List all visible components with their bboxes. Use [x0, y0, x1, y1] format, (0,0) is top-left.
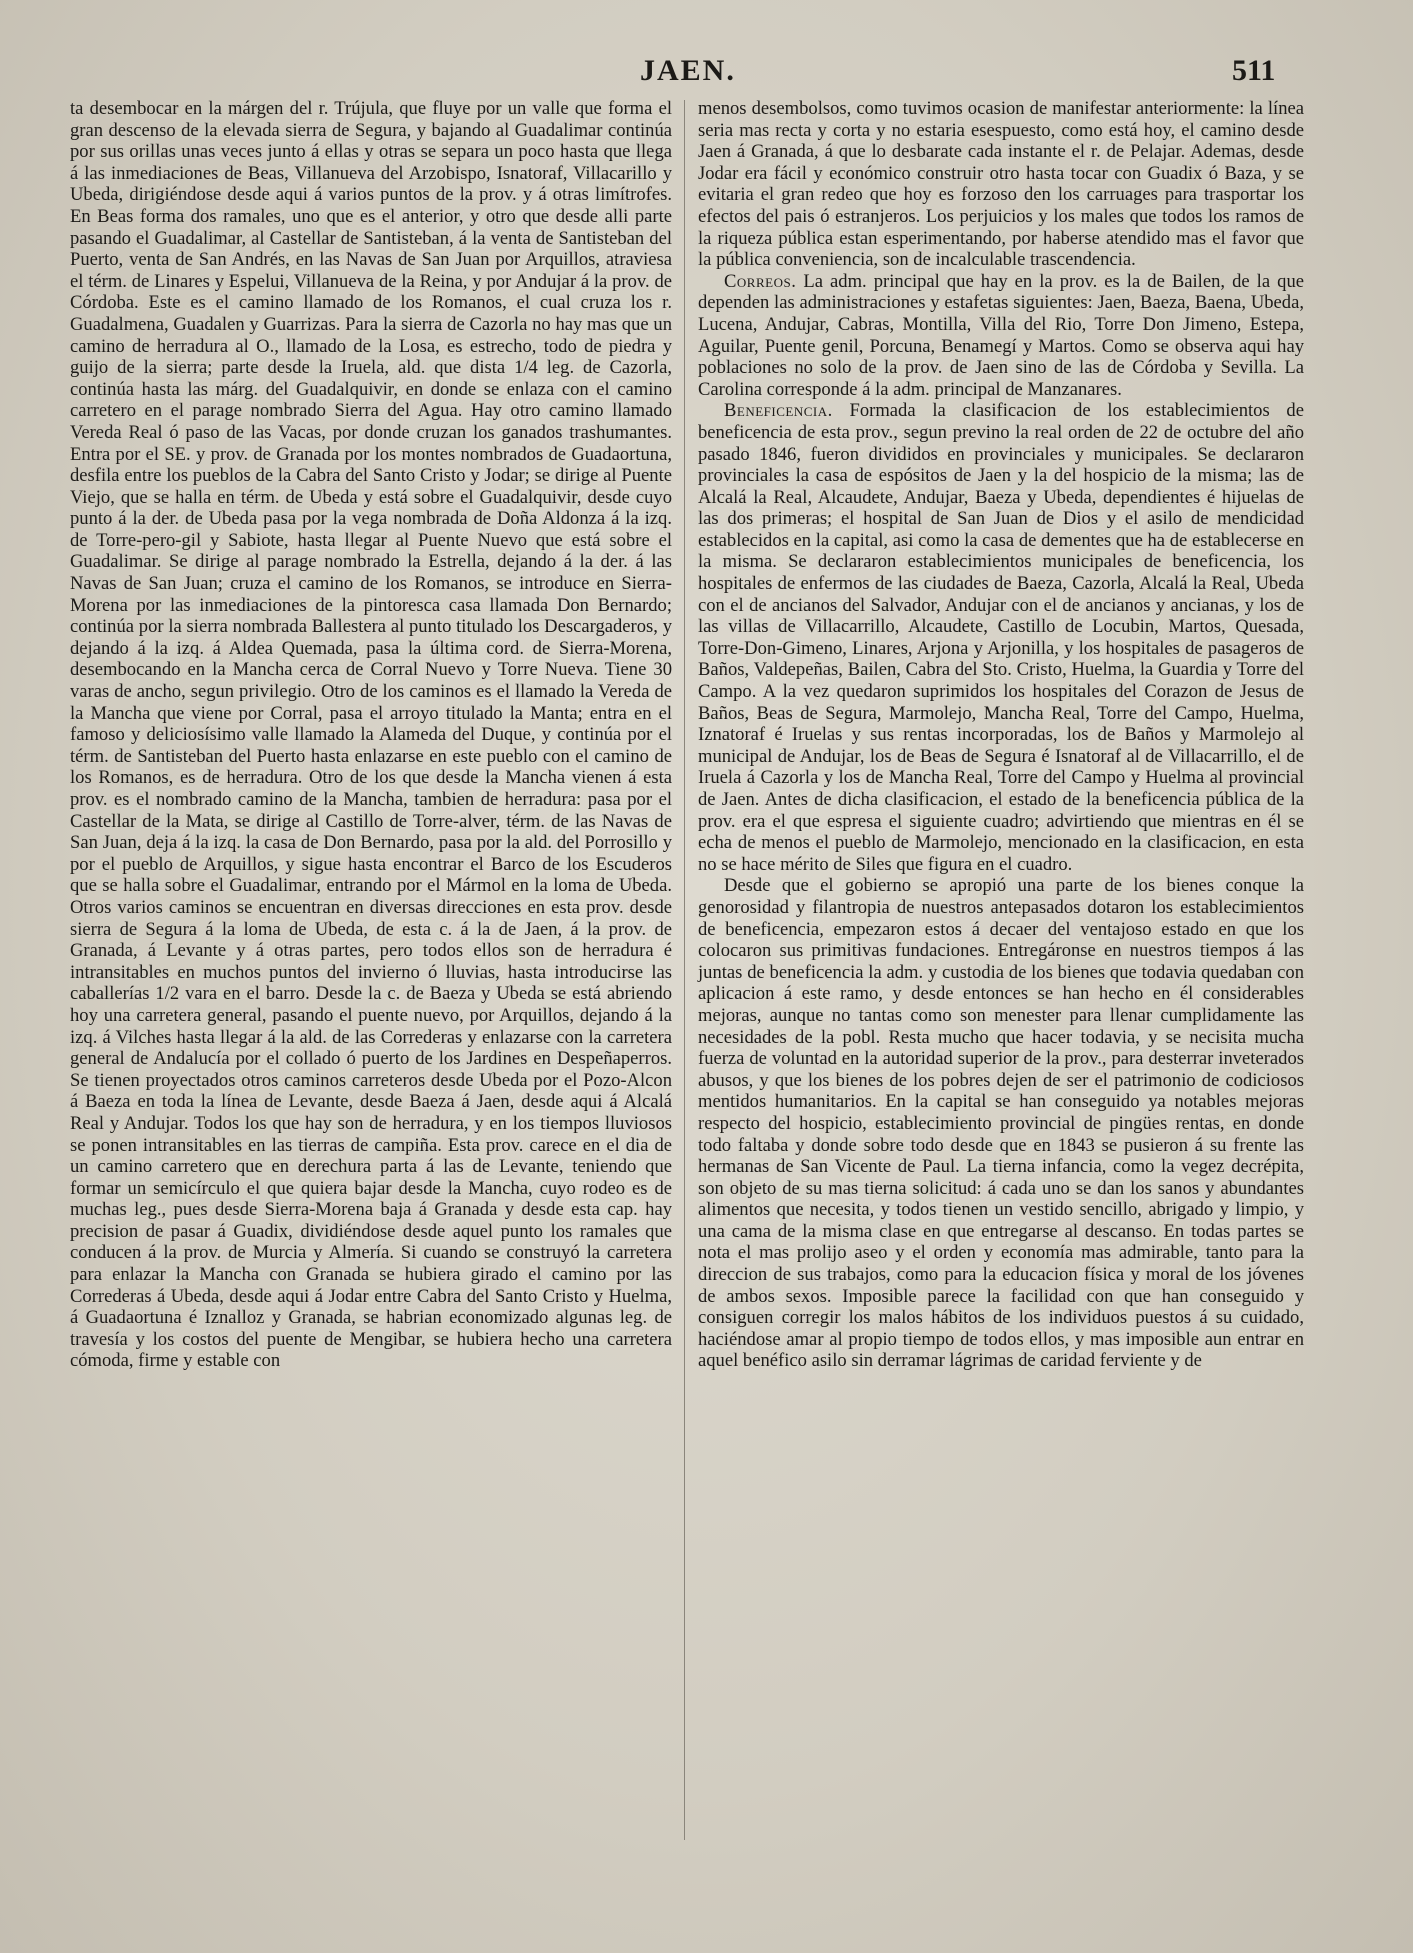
- page-title: JAEN.: [640, 54, 736, 87]
- page-number: 511: [1232, 54, 1276, 87]
- beneficencia-paragraph: [698, 400, 1304, 875]
- right-paragraph-continuation: menos desembolsos, como tuvimos ocasion de manifestar anteriormente: la línea seria mas recta y corta y no estaria esespuesto, como está hoy, el camino desde Jaen á Granada, á que lo desbarate cada instante el r. de Pelajar. Ademas, desde Jodar era fácil y económico construir otro hasta tocar con Guadix ó Baza, y se evitaria el gran redeo que hoy es forzoso den los carruages para trasportar los efectos del pais ó estranjeros. Los perjuicios y los males que todos los ramos de la riqueza pública estan esperimentando, por haberse atendido mas el favor que la pública conveniencia, son de incalculable trascendencia.: [698, 98, 1304, 271]
- right-column: [698, 98, 1304, 1372]
- beneficencia-text: Formada la clasificacion de los establecimientos de beneficencia de esta prov., segun previno la real orden de 22 de octubre del año pasado 1846, fueron divididos en provinciales y municipales. Se declararon provinciales la casa de espósitos de Jaen y la del hospicio de la misma; las de Alcalá la Real, Alcaudete, Andujar, Baeza y Ubeda, dependientes é hijuelas de las dos primeras; el hospital de San Juan de Dios y el asilo de mendicidad establecidos en la capital, asi como la casa de dementes que ha de establecerse en la misma. Se declararon establecimientos municipales de beneficencia, los hospitales de enfermos de las ciudades de Baeza, Cazorla, Alcalá la Real, Ubeda con el de ancianos del Salvador, Andujar con el de ancianos y ancianas, y los de las villas de Villacarrillo, Alcaudete, Castillo de Locubin, Martos, Quesada, Torre-Don-Gimeno, Linares, Arjona y Arjonilla, y los hospitales de pasageros de Baños, Valdepeñas, Bailen, Cabra del Sto. Cristo, Huelma, la Guardia y Torre del Campo. A la vez quedaron suprimidos los hospitales del Corazon de Jesus de Baños, Beas de Segura, Marmolejo, Mancha Real, Torre del Campo, Huelma, Iznatoraf é Iruelas y sus rentas incorporadas, los de Baños y Marmolejo al municipal de Andujar, los de Beas de Segura é Isnatoraf al de Villacarrillo, el de Iruela á Cazorla y los de Mancha Real, Torre del Campo y Huelma al provincial de Jaen. Antes de dicha clasificacion, el estado de la beneficencia pública de la prov. era el que espresa el siguiente cuadro; advirtiendo que mientras en él se echa de menos el pueblo de Marmolejo, mencionado en la clasificacion, en esta no se hace mérito de Siles que figura en el cuadro.: [698, 400, 1304, 875]
- left-column: [70, 98, 672, 1372]
- correos-paragraph: [698, 271, 1304, 401]
- column-divider: [684, 100, 685, 1840]
- right-paragraph-4: Desde que el gobierno se apropió una parte de los bienes conque la genorosidad y filantropia de nuestros antepasados dotaron los establecimientos de beneficencia, empezaron estos á decaer del ventajoso estado en que los colocaron sus primitivas fundaciones. Entregáronse en nuestros tiempos á las juntas de beneficencia la adm. y custodia de los bienes que todavia quedaban con aplicacion á este ramo, y desde entonces se han hecho en él considerables mejoras, aunque no tantas como son menester para llenar cumplidamente las necesidades de la pobl. Resta mucho que hacer todavia, y se necisita mucha fuerza de voluntad en la autoridad superior de la prov., para desterrar inveterados abusos, y que los bienes de los pobres dejen de ser el patrimonio de codiciosos mentidos humanitarios. En la capital se han conseguido ya notables mejoras respecto del hospicio, establecimiento provincial de pingües rentas, en donde todo faltaba y donde sobre todo desde que en 1843 se pusieron á su frente las hermanas de San Vicente de Paul. La tierna infancia, como la vegez decrépita, son objeto de su mas tierna solicitud: á cada uno se dan los sanos y abundantes alimentos que necesita, y todos tienen un vestido sencillo, abrigado y limpio, y una cama de la misma clase en que entregarse al descanso. En todas partes se nota el mas prolijo aseo y el orden y economía mas admirable, tanto para la direccion de sus trabajos, como para la educacion física y moral de los jóvenes de ambos sexos. Imposible parece la facilidad con que han conseguido y consiguen corregir los malos hábitos de los individuos puestos á su cuidado, haciéndose amar al propio tiempo de todos ellos, y mas imposible aun entrar en aquel benéfico asilo sin derramar lágrimas de caridad ferviente y de: [698, 875, 1304, 1372]
- beneficencia-heading: Beneficencia.: [724, 400, 833, 422]
- correos-text: La adm. principal que hay en la prov. es la de Bailen, de la que dependen las administraciones y estafetas siguientes: Jaen, Baeza, Baena, Ubeda, Lucena, Andujar, Cabras, Montilla, Villa del Rio, Torre Don Jimeno, Estepa, Aguilar, Puente genil, Porcuna, Benamegí y Martos. Como se observa aqui hay poblaciones no solo de la prov. de Jaen sino de las de Córdoba y Sevilla. La Carolina corresponde á la adm. principal de Manzanares.: [698, 270, 1304, 400]
- left-paragraph-1: ta desembocar en la márgen del r. Trújula, que fluye por un valle que forma el gran descenso de la elevada sierra de Segura, y bajando al Guadalimar continúa por sus orillas unas veces junto á ellas y otras se separa un poco hasta que llega á las inmediaciones de Beas, Villanueva del Arzobispo, Isnatoraf, Villacarillo y Ubeda, dirigiéndose desde aqui á varios puntos de la prov. y á otras limítrofes. En Beas forma dos ramales, uno que es el anterior, y otro que desde alli parte pasando el Guadalimar, al Castellar de Santisteban, á la venta de Santisteban del Puerto, venta de San Andrés, en las Navas de San Juan por Arquillos, atraviesa el térm. de Linares y Espelui, Villanueva de la Reina, y por Andujar á la prov. de Córdoba. Este es el camino llamado de los Romanos, el cual cruza los r. Guadalmena, Guadalen y Guarrizas. Para la sierra de Cazorla no hay mas que un camino de herradura al O., llamado de la Losa, es estrecho, todo de piedra y guijo de la sierra; parte desde la Iruela, ald. que dista 1/4 leg. de Cazorla, continúa hasta las márg. del Guadalquivir, en donde se enlaza con el camino carretero en el parage nombrado Sierra del Agua. Hay otro camino llamado Vereda Real ó paso de las Vacas, por donde cruzan los ganados trashumantes. Entra por el SE. y prov. de Granada por los montes nombrados de Guadaortuna, desfila entre los pueblos de la Cabra del Santo Cristo y Jodar; se dirige al Puente Viejo, que se halla en térm. de Ubeda y está sobre el Guadalquivir, desde cuyo punto á la der. de Ubeda pasa por la vega nombrada de Doña Aldonza á la izq. de Torre-pero-gil y Sabiote, hasta llegar al Puente Nuevo que está sobre el Guadalimar. Se dirige al parage nombrado la Estrella, dejando á la der. á las Navas de San Juan; cruza el camino de los Romanos, se introduce en Sierra-Morena por las inmediaciones de la pintoresca casa llamada Don Bernardo; continúa por la sierra nombrada Ballestera al punto titulado los Descargaderos, y dejando á la izq. á Aldea Quemada, pasa la última cord. de Sierra-Morena, desembocando en la Mancha cerca de Corral Nuevo y Torre Nueva. Tiene 30 varas de ancho, segun privilegio. Otro de los caminos es el llamado la Vereda de la Mancha que viene por Corral, pasa el arroyo titulado la Manta; entra en el famoso y deliciosísimo valle llamado la Alameda del Duque, y continúa por el térm. de Santisteban del Puerto hasta enlazarse en este pueblo con el camino de los Romanos, es de herradura. Otro de los que desde la Mancha vienen á esta prov. es el nombrado camino de la Mancha, tambien de herradura: pasa por el Castellar de la Mata, se dirige al Castillo de Torre-alver, térm. de las Navas de San Juan, deja á la izq. la casa de Don Bernardo, pasa por la ald. del Porrosillo y por el pueblo de Arquillos, y sigue hasta encontrar el Barco de los Escuderos que se halla sobre el Guadalimar, entrando por el Mármol en la loma de Ubeda. Otros varios caminos se encuentran en diversas direcciones en esta prov. desde sierra de Segura á la loma de Ubeda, de esta c. á la de Jaen, á la prov. de Granada, á Levante y á otras partes, pero todos ellos son de herradura é intransitables en muchos puntos del invierno ó lluvias, hasta introducirse las caballerías 1/2 vara en el barro. Desde la c. de Baeza y Ubeda se está abriendo hoy una carretera general, pasando el puente nuevo, por Arquillos, dejando á la izq. á Vilches hasta llegar á la ald. de las Correderas y enlazarse con la carretera general de Andalucía por el collado ó puerto de los Jardines en Despeñaperros. Se tienen proyectados otros caminos carreteros desde Ubeda por el Pozo-Alcon á Baeza en toda la línea de Levante, desde Baeza á Jaen, desde aqui á Alcalá Real y Andujar. Todos los que hay son de herradura, y en los tiempos lluviosos se ponen intransitables en las tierras de campiña. Esta prov. carece en el dia de un camino carretero que en derechura parta á las de Levante, teniendo que formar un semicírculo el que quiera bajar desde la Mancha, cuyo rodeo es de muchas leg., pues desde Sierra-Morena baja á Granada y desde esta cap. hay precision de pasar á Guadix, dividiéndose desde aquel punto los ramales que conducen á la prov. de Murcia y Almería. Si cuando se construyó la carretera para enlazar la Mancha con Granada se hubiera girado el camino por las Correderas á Ubeda, desde aqui á Jodar entre Cabra del Santo Cristo y Huelma, á Guadaortuna é Iznalloz y Granada, se habrian economizado algunas leg. de travesía y los costos del puente de Mengibar, se hubiera hecho una carretera cómoda, firme y estable con: [70, 98, 672, 1372]
- running-head: [0, 54, 1413, 94]
- correos-heading: Correos.: [724, 270, 797, 292]
